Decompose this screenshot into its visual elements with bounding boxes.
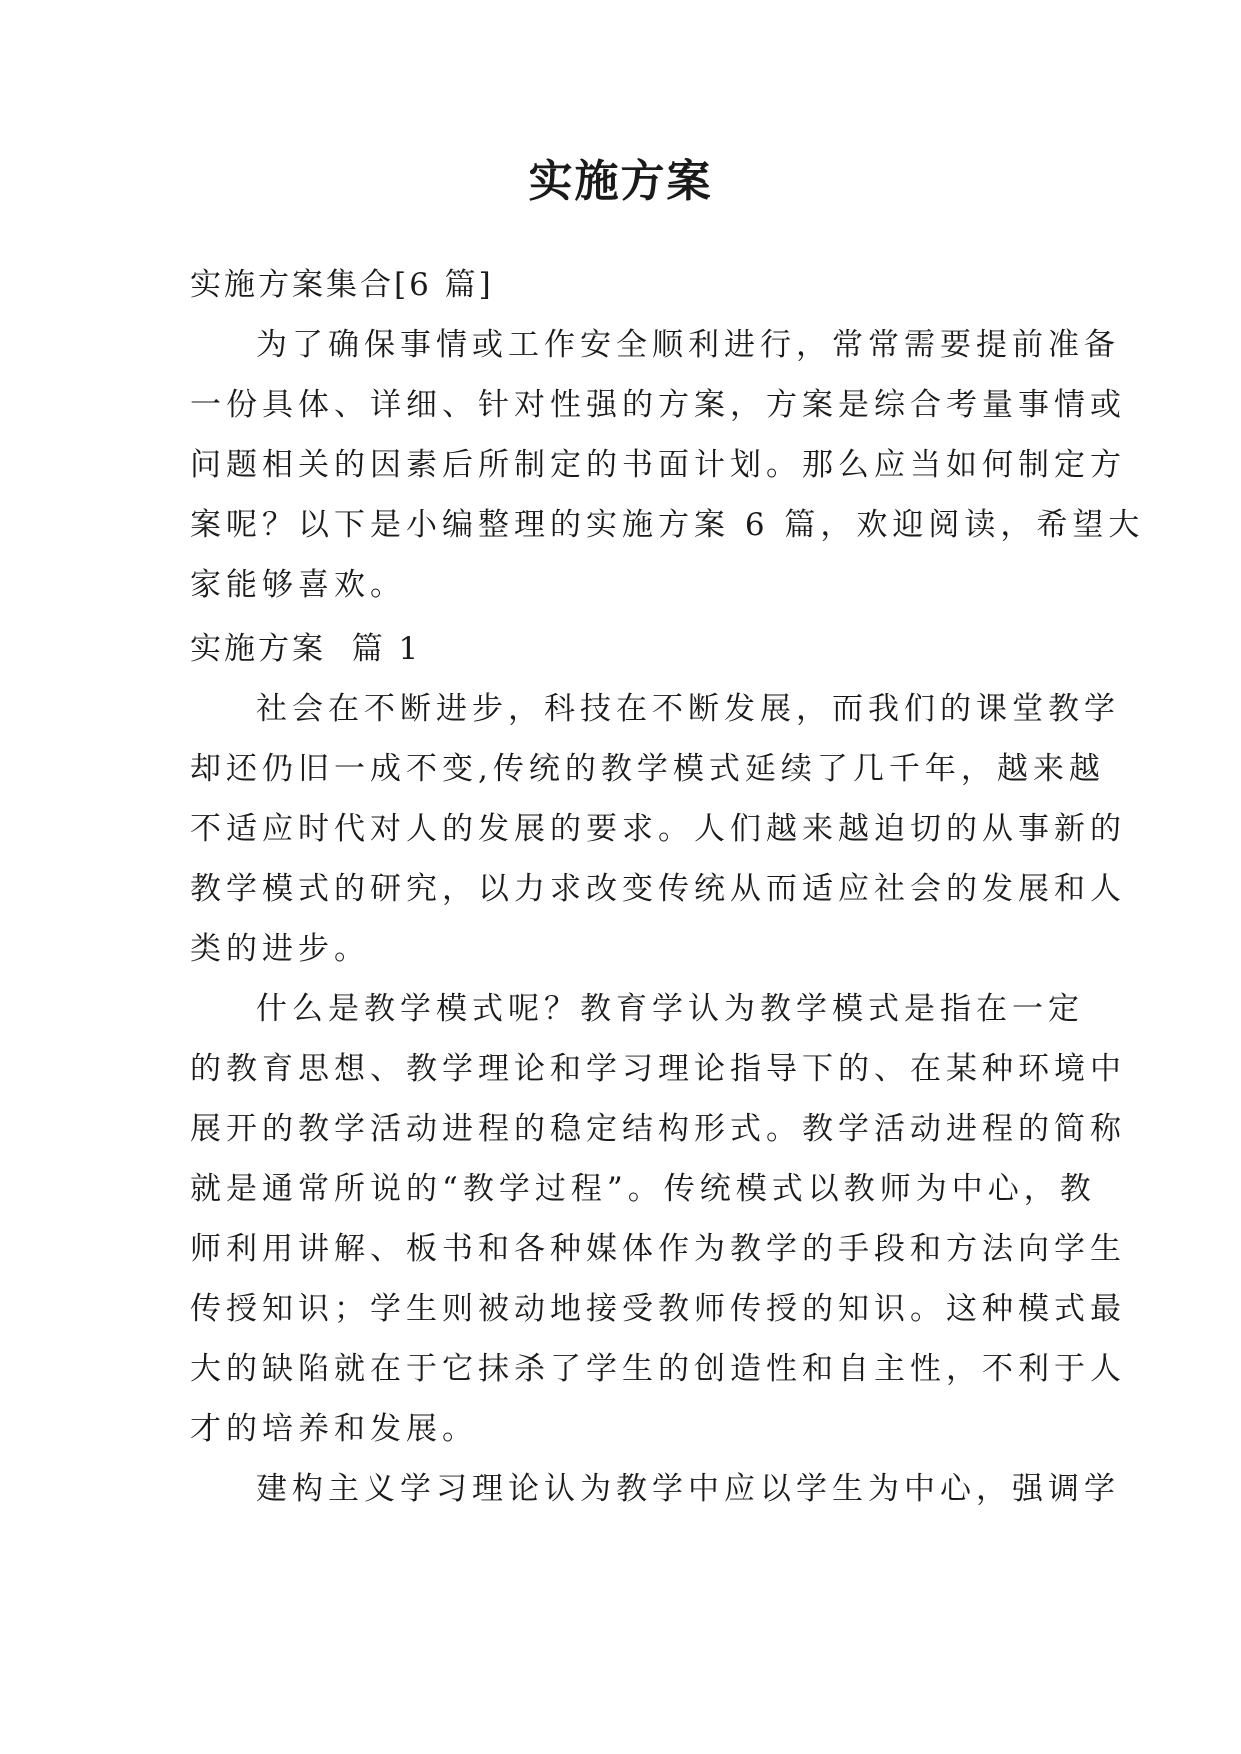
paragraph-line: 展开的教学活动进程的稳定结构形式。教学活动进程的简称 (190, 1111, 1126, 1147)
intro-line: 一份具体、详细、针对性强的方案，方案是综合考量事情或 (190, 387, 1126, 423)
section-1 (190, 619, 1126, 1519)
paragraph-line: 不适应时代对人的发展的要求。人们越来越迫切的从事新的 (190, 811, 1126, 847)
intro-line: 为了确保事情或工作安全顺利进行，常常需要提前准备 (256, 327, 1120, 363)
section-heading: 实施方案 篇 1 (190, 631, 422, 667)
paragraph-line: 却还仍旧一成不变,传统的教学模式延续了几千年，越来越 (190, 751, 1105, 787)
paragraph-line: 才的培养和发展。 (190, 1411, 478, 1447)
paragraph-line: 传授知识；学生则被动地接受教师传授的知识。这种模式最 (190, 1291, 1126, 1327)
paragraph-line: 建构主义学习理论认为教学中应以学生为中心，强调学 (256, 1471, 1120, 1507)
paragraph-line: 教学模式的研究，以力求改变传统从而适应社会的发展和人 (190, 871, 1126, 907)
intro-line: 家能够喜欢。 (190, 567, 406, 603)
paragraph-line: 类的进步。 (190, 931, 370, 967)
intro-line: 案呢？以下是小编整理的实施方案 6 篇，欢迎阅读，希望大 (190, 507, 1145, 543)
paragraph-line: 师利用讲解、板书和各种媒体作为教学的手段和方法向学生 (190, 1231, 1126, 1267)
paragraph-line: 大的缺陷就在于它抹杀了学生的创造性和自主性，不利于人 (190, 1351, 1126, 1387)
collection-subtitle: 实施方案集合[6 篇] (190, 267, 494, 303)
intro-line: 问题相关的因素后所制定的书面计划。那么应当如何制定方 (190, 447, 1126, 483)
paragraph-line: 的教育思想、教学理论和学习理论指导下的、在某种环境中 (190, 1051, 1126, 1087)
paragraph-line: 就是通常所说的“教学过程”。传统模式以教师为中心，教 (190, 1171, 1096, 1207)
paragraph-line: 社会在不断进步，科技在不断发展，而我们的课堂教学 (256, 691, 1120, 727)
paragraph-line: 什么是教学模式呢？教育学认为教学模式是指在一定 (256, 991, 1084, 1027)
intro-block (190, 255, 1145, 615)
document-title: 实施方案 (528, 156, 713, 207)
